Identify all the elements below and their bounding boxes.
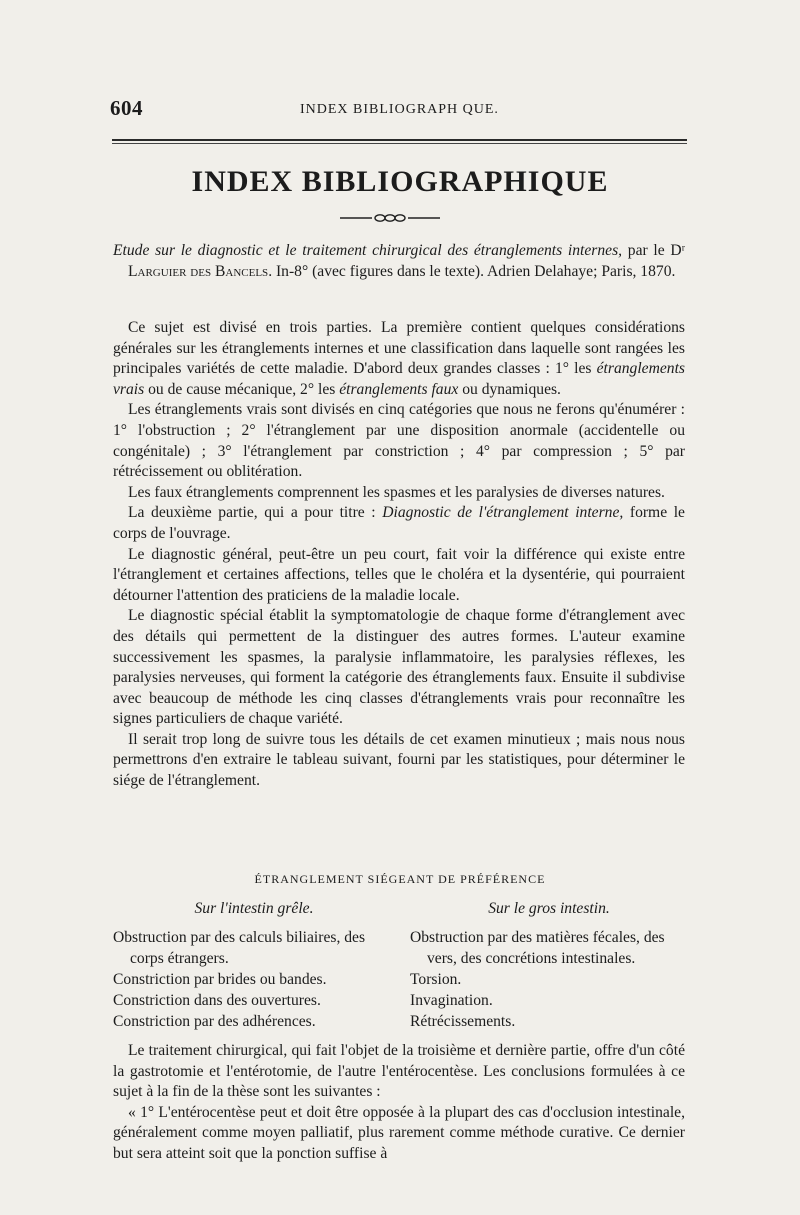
reference-entry [113, 241, 685, 282]
table-row: Constriction par brides ou bandes. [113, 971, 327, 988]
paragraph: Ce sujet est divisé en trois parties. La première contient quelques considérations générales sur les étranglements internes et une classification dans laquelle sont rangées les principales variétés de cette maladie. D'abord deux grandes classes : 1° les étranglements vrais ou de cause mécanique, 2° les étranglements faux ou dynamiques. [113, 319, 685, 398]
paragraph: « 1° L'entérocentèse peut et doit être opposée à la plupart des cas d'occlusion intestinale, généralement comme moyen palliatif, plus rarement comme méthode curative. Ce dernier but sera atteint soit que la ponction suffise à [113, 1103, 685, 1162]
reference-author: Larguier des Bancels [128, 262, 269, 280]
table-title: ÉTRANGLEMENT SIÉGEANT DE PRÉFÉRENCE [254, 872, 546, 886]
review-body-continued [113, 1041, 685, 1165]
paragraph: Le diagnostic spécial établit la symptomatologie de chaque forme d'étranglement avec des détails qui permettent de la distinguer des autres formes. L'auteur examine successivement les spasmes, la paralysie inflammatoire, les paralysies réflexes, les paralysies nerveuses, qui forment la catégorie des étranglements faux. Ensuite il subdivise avec beaucoup de méthode les cinq classes d'étranglements vrais pour reconnaître les signes particuliers de chaque variété. [113, 607, 685, 728]
running-title: INDEX BIBLIOGRAPH QUE. [300, 102, 499, 117]
table-column-small-intestine [113, 898, 395, 1032]
column-heading: Sur l'intestin grêle. [194, 900, 314, 917]
table-row: Constriction par des adhérences. [113, 1013, 316, 1030]
table-row: Invagination. [410, 992, 493, 1009]
paragraph: Il serait trop long de suivre tous les détails de cet examen minutieux ; mais nous nous permettrons d'en extraire le tableau suivant, fourni par les statistiques, pour déterminer le siége de l'étranglement. [113, 730, 685, 790]
page-number: 604 [110, 96, 143, 120]
table-row: Rétrécissements. [410, 1013, 516, 1030]
reference-details: . In-8° (avec figures dans le texte). Adrien Delahaye; Paris, 1870. [268, 262, 676, 280]
column-heading: Sur le gros intestin. [488, 900, 610, 917]
paragraph: La deuxième partie, qui a pour titre : Diagnostic de l'étranglement interne, forme le corps de l'ouvrage. [113, 504, 685, 542]
bibliographic-reference [113, 241, 685, 282]
header-rule-thin [112, 143, 687, 144]
table-row: Obstruction par des calculs biliaires, des corps étrangers. [113, 929, 366, 967]
reference-by: par le Dʳ [627, 242, 685, 259]
reference-title: Etude sur le diagnostic et le traitement chirurgical des étranglements internes, [113, 242, 623, 259]
section-title: INDEX BIBLIOGRAPHIQUE [191, 165, 609, 198]
header-rule [112, 139, 687, 141]
paragraph: Les faux étranglements comprennent les spasmes et les paralysies de diverses natures. [128, 483, 665, 501]
table-row: Torsion. [410, 971, 462, 988]
review-body [113, 318, 685, 792]
paragraph: Les étranglements vrais sont divisés en cinq catégories que nous ne ferons qu'énumérer : 1° l'obstruction ; 2° l'étranglement par une disposition anormale (accidentelle ou congénitale) ; 3° l'étranglement par constriction ; 4° par compression ; 5° par rétrécissement ou oblitération. [113, 401, 685, 481]
paragraph: Le diagnostic général, peut-être un peu court, fait voir la différence qui existe entre l'étranglement et certaines affections, telles que le choléra et la dysentérie, qui pourraient détourner l'attention des praticiens de la maladie locale. [113, 545, 685, 604]
running-head [110, 96, 685, 126]
table-row: Obstruction par des matières fécales, des vers, des concrétions intestinales. [410, 929, 665, 967]
table-column-large-intestine [410, 898, 688, 1032]
table-row: Constriction dans des ouvertures. [113, 992, 321, 1009]
ornament-divider-icon [340, 212, 440, 224]
paragraph: Le traitement chirurgical, qui fait l'objet de la troisième et dernière partie, offre d'un côté la gastrotomie et l'entérotomie, de l'autre l'entérocentèse. Les conclusions formulées à ce sujet à la fin de la thèse sont les suivantes : [113, 1042, 685, 1101]
